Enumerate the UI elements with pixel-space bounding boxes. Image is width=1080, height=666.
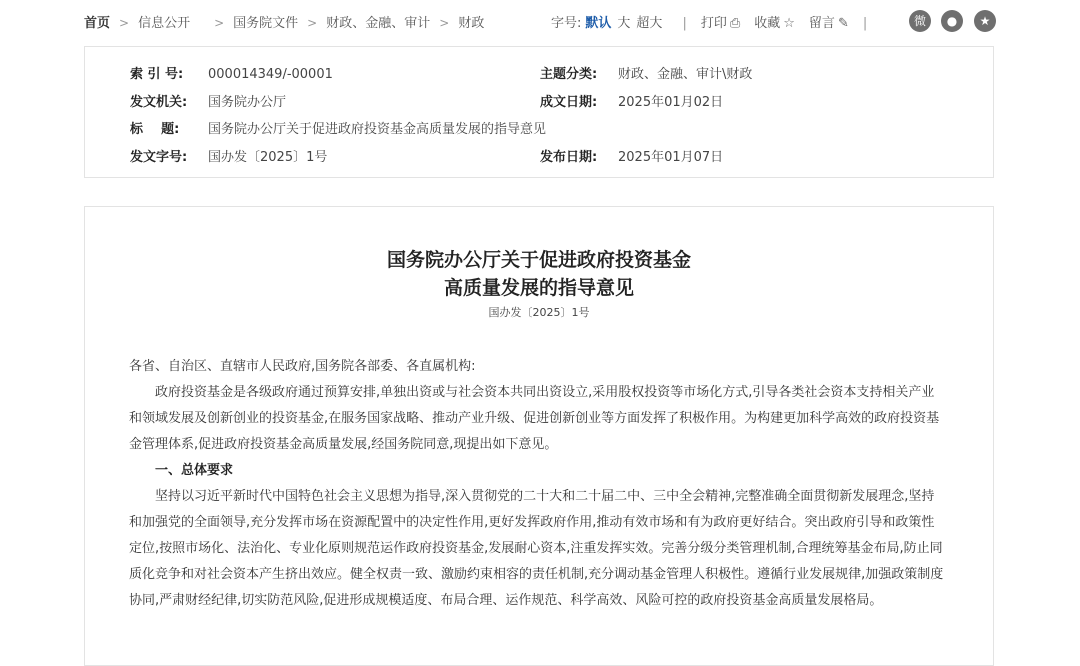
article-title-line2: 高质量发展的指导意见 [443, 277, 634, 299]
meta-doc-no-value: 国办发〔2025〕1号 [208, 150, 328, 165]
star-outline-icon: ☆ [783, 16, 795, 31]
meta-publish-date-value: 2025年01月07日 [618, 150, 724, 165]
section-heading: 一、总体要求 [155, 463, 234, 478]
divider: | [682, 16, 687, 31]
breadcrumb-finance[interactable]: 财政 [458, 16, 485, 31]
breadcrumb-home[interactable]: 首页 [84, 16, 111, 31]
meta-issuer-label: 发文机关: [130, 95, 188, 110]
breadcrumb-state-council-docs[interactable]: 国务院文件 [233, 16, 299, 31]
font-size-xlarge[interactable]: 超大 [636, 16, 663, 31]
weibo-icon[interactable]: 微 [909, 10, 931, 32]
meta-title-label: 标 题: [130, 122, 180, 137]
meta-publish-date-label: 发布日期: [540, 150, 598, 165]
print-label: 打印 [700, 16, 727, 31]
meta-doc-no-label: 发文字号: [130, 150, 188, 165]
meta-index [130, 63, 333, 82]
meta-doc-no [130, 146, 327, 165]
printer-icon: ⎙ [729, 16, 741, 31]
divider: | [862, 16, 868, 31]
meta-title-value: 国务院办公厅关于促进政府投资基金高质量发展的指导意见 [208, 122, 547, 137]
salutation: 各省、自治区、直辖市人民政府,国务院各部委、各直属机构: [129, 359, 476, 374]
page-tools [551, 12, 881, 31]
document-metadata [84, 46, 994, 178]
font-size-large[interactable]: 大 [617, 16, 631, 31]
meta-category-value: 财政、金融、审计\财政 [618, 67, 753, 82]
paragraph: 坚持以习近平新时代中国特色社会主义思想为指导,深入贯彻党的二十大和二十届二中、三中全会精神,完整准确全面贯彻新发展理念,坚持和加强党的全面领导,充分发挥市场在资源配置中的决定性作用,更好发挥政府作用,推动有效市场和有为政府更好结合。突出政府引导和政策性定位,按照市场化、法治化、专业化原则规范运作政府投资基金,发展耐心资本,注重发挥实效。完善分级分类管理机制,合理统筹基金布局,防止同质化竞争和对社会资本产生挤出效应。健全权责一致、激励约束相容的责任机制,充分调动基金管理人积极性。遵循行业发展规律,加强政策制度协同,严肃财经纪律,切实防范风险,促进形成规模适度、布局合理、运作规范、科学高效、风险可控的政府投资基金高质量发展格局。 [129, 489, 944, 608]
breadcrumb-separator: > [307, 16, 318, 30]
pencil-icon: ✎ [837, 16, 849, 31]
font-size-label: 字号: [551, 16, 582, 31]
meta-title [130, 118, 546, 137]
comment-label: 留言 [808, 16, 835, 31]
font-size-default[interactable]: 默认 [585, 16, 612, 31]
breadcrumb-separator: > [119, 16, 130, 30]
star-icon[interactable]: ★ [974, 10, 996, 32]
article-body [129, 354, 947, 614]
print-button[interactable] [701, 16, 740, 31]
meta-written-date-label: 成文日期: [540, 95, 598, 110]
meta-index-value: 000014349/-00001 [208, 67, 333, 82]
wechat-icon[interactable]: ● [941, 10, 963, 32]
comment-button[interactable] [809, 16, 849, 31]
meta-issuer-value: 国务院办公厅 [208, 95, 287, 110]
meta-written-date-value: 2025年01月02日 [618, 95, 724, 110]
favorite-label: 收藏 [754, 16, 781, 31]
top-bar [84, 0, 996, 44]
breadcrumb-info-public[interactable]: 信息公开 [138, 16, 191, 31]
meta-issuer [130, 91, 286, 110]
meta-written-date [540, 91, 723, 110]
breadcrumb [84, 12, 484, 31]
meta-category [540, 63, 752, 82]
breadcrumb-separator: > [214, 16, 225, 30]
favorite-button[interactable] [754, 16, 795, 31]
article-panel [84, 206, 994, 666]
breadcrumb-separator: > [439, 16, 450, 30]
meta-index-label: 索 引 号: [130, 67, 184, 82]
meta-category-label: 主题分类: [540, 67, 598, 82]
article-title-line1: 国务院办公厅关于促进政府投资基金 [386, 249, 691, 271]
meta-publish-date [540, 146, 723, 165]
paragraph: 政府投资基金是各级政府通过预算安排,单独出资或与社会资本共同出资设立,采用股权投资等市场化方式,引导各类社会资本支持相关产业和领域发展及创新创业的投资基金,在服务国家战略、推动产业升级、促进创新创业等方面发挥了积极作用。为构建更加科学高效的政府投资基金管理体系,促进政府投资基金高质量发展,经国务院同意,现提出如下意见。 [129, 385, 940, 452]
breadcrumb-finance-audit[interactable]: 财政、金融、审计 [326, 16, 431, 31]
article-doc-number: 国办发〔2025〕1号 [488, 306, 590, 319]
